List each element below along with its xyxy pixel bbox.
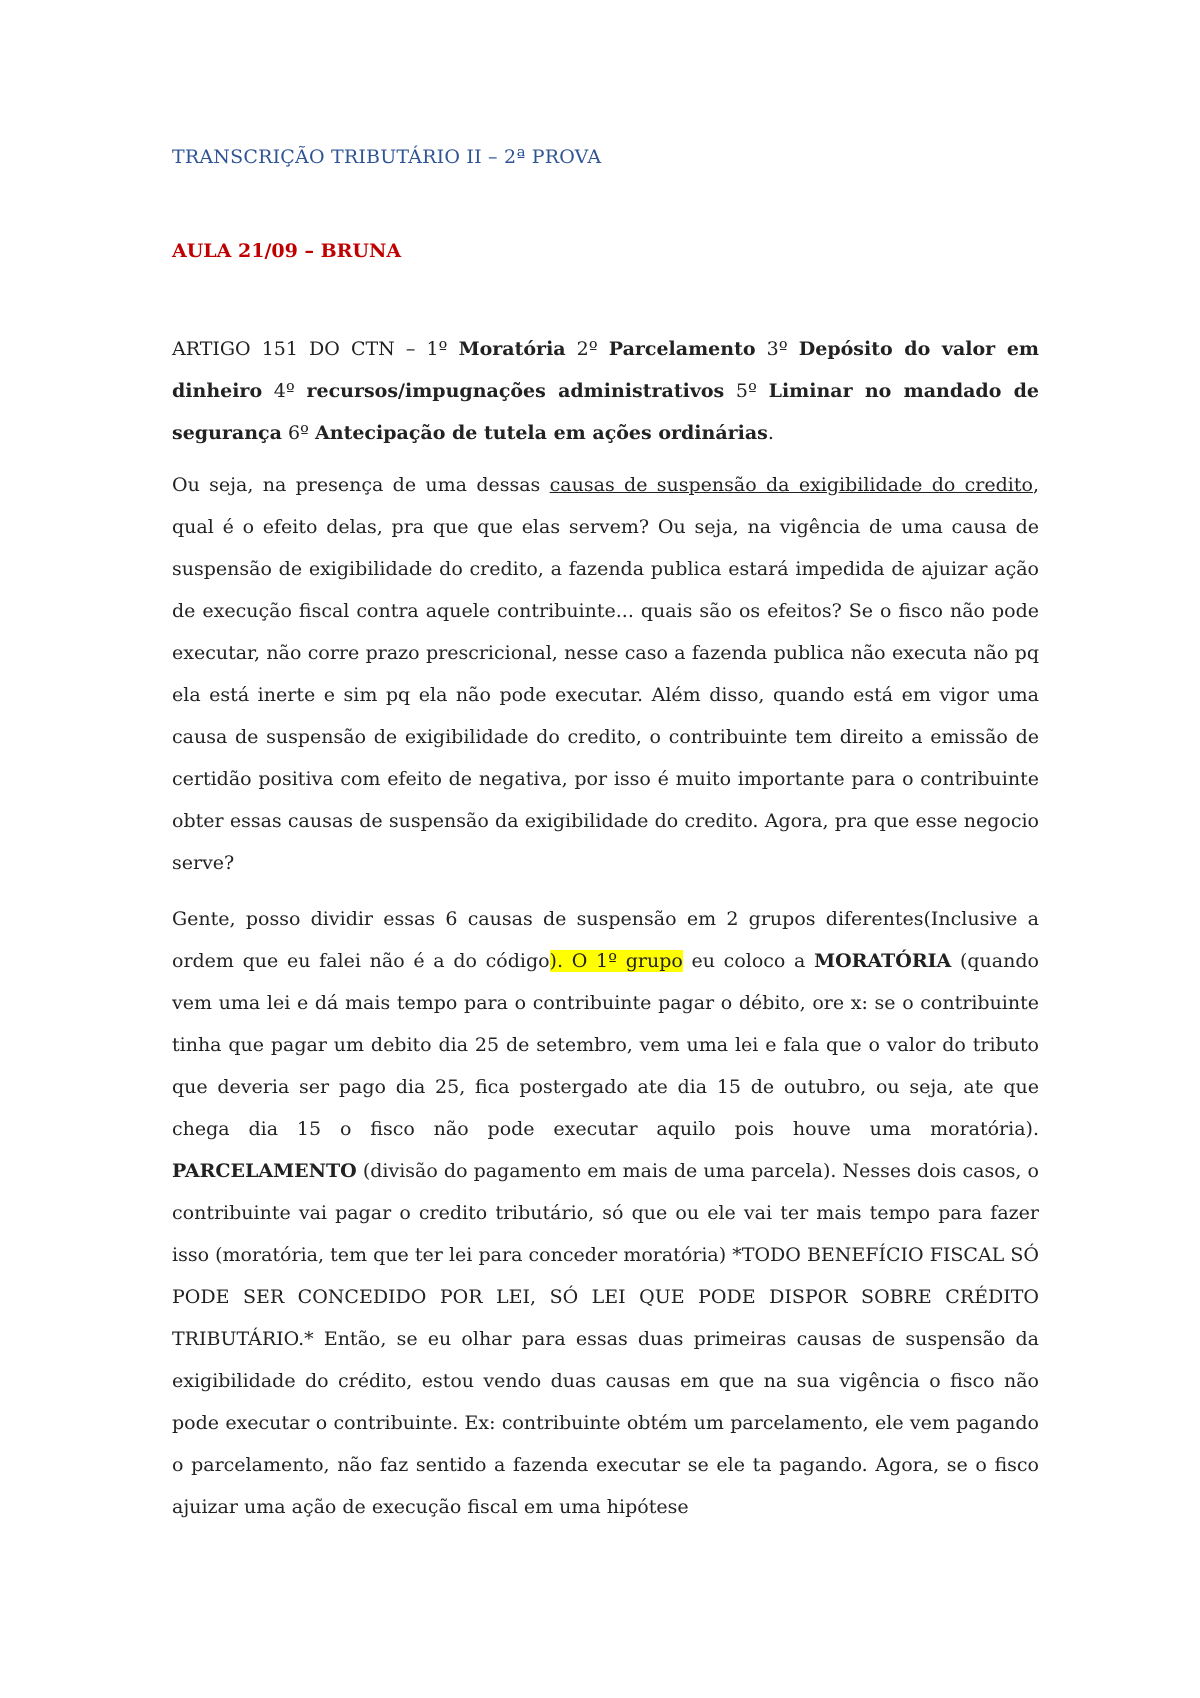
text-run-underlined: causas de suspensão da exigibilidade do credito [549,474,1033,496]
text-run: 6º [281,422,316,444]
text-run: 5º [724,380,769,402]
text-run-bold: Moratória [458,338,566,360]
text-run: . [767,422,774,444]
text-run-bold: Depósito do valor em dinheiro [172,338,1040,402]
text-run-bold: Parcelamento [608,338,756,360]
text-run: Gente, posso dividir essas 6 causas de suspensão em 2 grupos diferentes(Inclusive a ordem que eu falei não é a do código [172,908,1039,972]
text-run-bold: PARCELAMENTO [172,1160,357,1182]
text-run: 2º [565,338,609,360]
text-run-highlighted: ). O 1º grupo [549,950,683,972]
text-run-bold: MORATÓRIA [814,950,952,972]
text-run: eu coloco a [682,950,815,972]
text-run: 4º [262,380,307,402]
paragraph-effects [172,464,1039,884]
text-run-bold: Liminar no mandado de segurança [172,380,1039,444]
paragraph-groups [172,898,1039,1528]
text-run: , qual é o efeito delas, pra que que elas servem? Ou seja, na vigência de uma causa de suspensão de exigibilidade do credito, a fazenda publica estará impedida de ajuizar ação de execução fiscal contra aquele contribuinte... quais são os efeitos? Se o fisco não pode executar, não corre prazo prescricional, nesse caso a fazenda publica não executa não pq ela está inerte e sim pq ela não pode executar. Além disso, quando está em vigor uma causa de suspensão de exigibilidade do credito, o contribuinte tem direito a emissão de certidão positiva com efeito de negativa, por isso é muito importante para o contribuinte obter essas causas de suspensão da exigibilidade do credito. Agora, pra que esse negocio serve? [172,474,1039,874]
text-run: ARTIGO 151 DO CTN – 1º [172,338,459,360]
document-title: TRANSCRIÇÃO TRIBUTÁRIO II – 2ª PROVA [172,146,602,168]
text-run: (quando vem uma lei e dá mais tempo para o contribuinte pagar o débito, ore x: se o contribuinte tinha que pagar um debito dia 25 de setembro, vem uma lei e fala que o valor do tributo que deveria ser pago dia 25, fica postergado ate dia 15 de outubro, ou seja, ate que chega dia 15 o fisco não pode executar aquilo pois houve uma moratória). [172,950,1039,1140]
text-run: (divisão do pagamento em mais de uma parcela). Nesses dois casos, o contribuinte vai pagar o credito tributário, só que ou ele vai ter mais tempo para fazer isso (moratória, tem que ter lei para conceder moratória) *TODO BENEFÍCIO FISCAL SÓ PODE SER CONCEDIDO POR LEI, SÓ LEI QUE PODE DISPOR SOBRE CRÉDITO TRIBUTÁRIO.* Então, se eu olhar para essas duas primeiras causas de suspensão da exigibilidade do crédito, estou vendo duas causas em que na sua vigência o fisco não pode executar o contribuinte. Ex: contribuinte obtém um parcelamento, ele vem pagando o parcelamento, não faz sentido a fazenda executar se ele ta pagando. Agora, se o fisco ajuizar uma ação de execução fiscal em uma hipótese [172,1160,1039,1518]
text-run: Ou seja, na presença de uma dessas [172,474,550,496]
text-run-bold: recursos/impugnações administrativos [306,380,725,402]
class-heading: AULA 21/09 – BRUNA [172,240,402,262]
text-run: 3º [755,338,799,360]
paragraph-article-151 [172,328,1039,454]
text-run-bold: Antecipação de tutela em ações ordinárias [315,422,768,444]
